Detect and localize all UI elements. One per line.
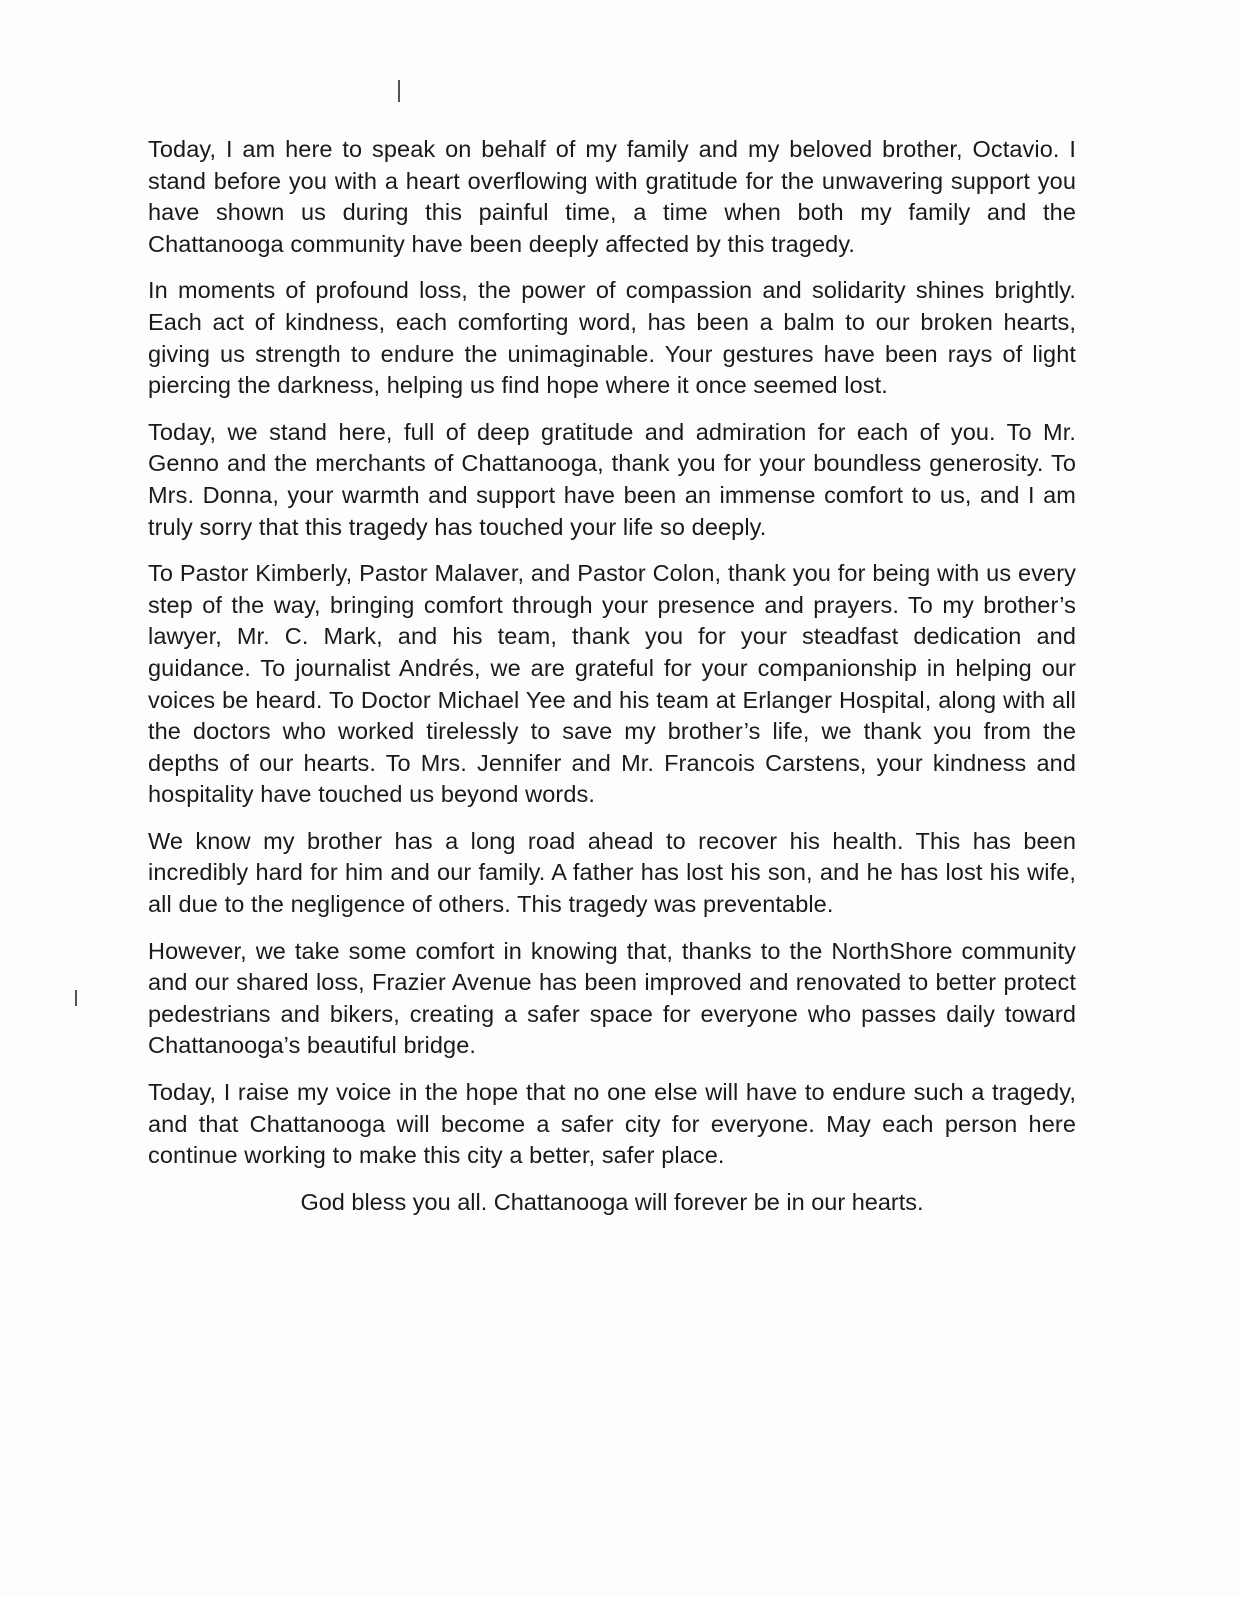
scan-mark: [75, 990, 77, 1006]
paragraph-opening: Today, I am here to speak on behalf of my family and my beloved brother, Octavio. I stand before you with a heart overflowing with gratitude for the unwavering support you have shown us during this painful time, a time when both my family and the Chattanooga community have been deeply affected by this tragedy.: [148, 136, 1076, 257]
letter-body: [148, 134, 1076, 1218]
paragraph-improvements: However, we take some comfort in knowing that, thanks to the NorthShore community and our shared loss, Frazier Avenue has been improved and renovated to better protect pedestrians and bikers, creating a safer space for everyone who passes daily toward Chattanooga’s beautiful bridge.: [148, 937, 1076, 1059]
closing-line: God bless you all. Chattanooga will forever be in our hearts.: [300, 1188, 924, 1215]
paragraph-compassion: In moments of profound loss, the power of compassion and solidarity shines brightly. Each act of kindness, each comforting word, has been a balm to our broken hearts, giving us strength to endure the unimaginable. Your gestures have been rays of light piercing the darkness, helping us find hope where it once seemed lost.: [148, 277, 1076, 399]
scan-mark: [398, 80, 400, 102]
paragraph-recovery: We know my brother has a long road ahead to recover his health. This has been incredibly hard for him and our family. A father has lost his son, and he has lost his wife, all due to the negligence of others. This tragedy was preventable.: [148, 827, 1076, 918]
paragraph-hope: Today, I raise my voice in the hope that no one else will have to endure such a tragedy, and that Chattanooga will become a safer city for everyone. May each person here continue working to make this city a better, safer place.: [148, 1079, 1076, 1169]
paragraph-thanks: To Pastor Kimberly, Pastor Malaver, and Pastor Colon, thank you for being with us every step of the way, bringing comfort through your presence and prayers. To my brother’s lawyer, Mr. C. Mark, and his team, thank you for your steadfast dedication and guidance. To journalist Andrés, we are grateful for your companionship in helping our voices be heard. To Doctor Michael Yee and his team at Erlanger Hospital, along with all the doctors who worked tirelessly to save my brother’s life, we thank you from the depths of our hearts. To Mrs. Jennifer and Mr. Francois Carstens, your kindness and hospitality have touched us beyond words.: [148, 560, 1076, 808]
paragraph-gratitude: Today, we stand here, full of deep gratitude and admiration for each of you. To Mr. Genno and the merchants of Chattanooga, thank you for your boundless generosity. To Mrs. Donna, your warmth and support have been an immense comfort to us, and I am truly sorry that this tragedy has touched your life so deeply.: [148, 418, 1076, 540]
